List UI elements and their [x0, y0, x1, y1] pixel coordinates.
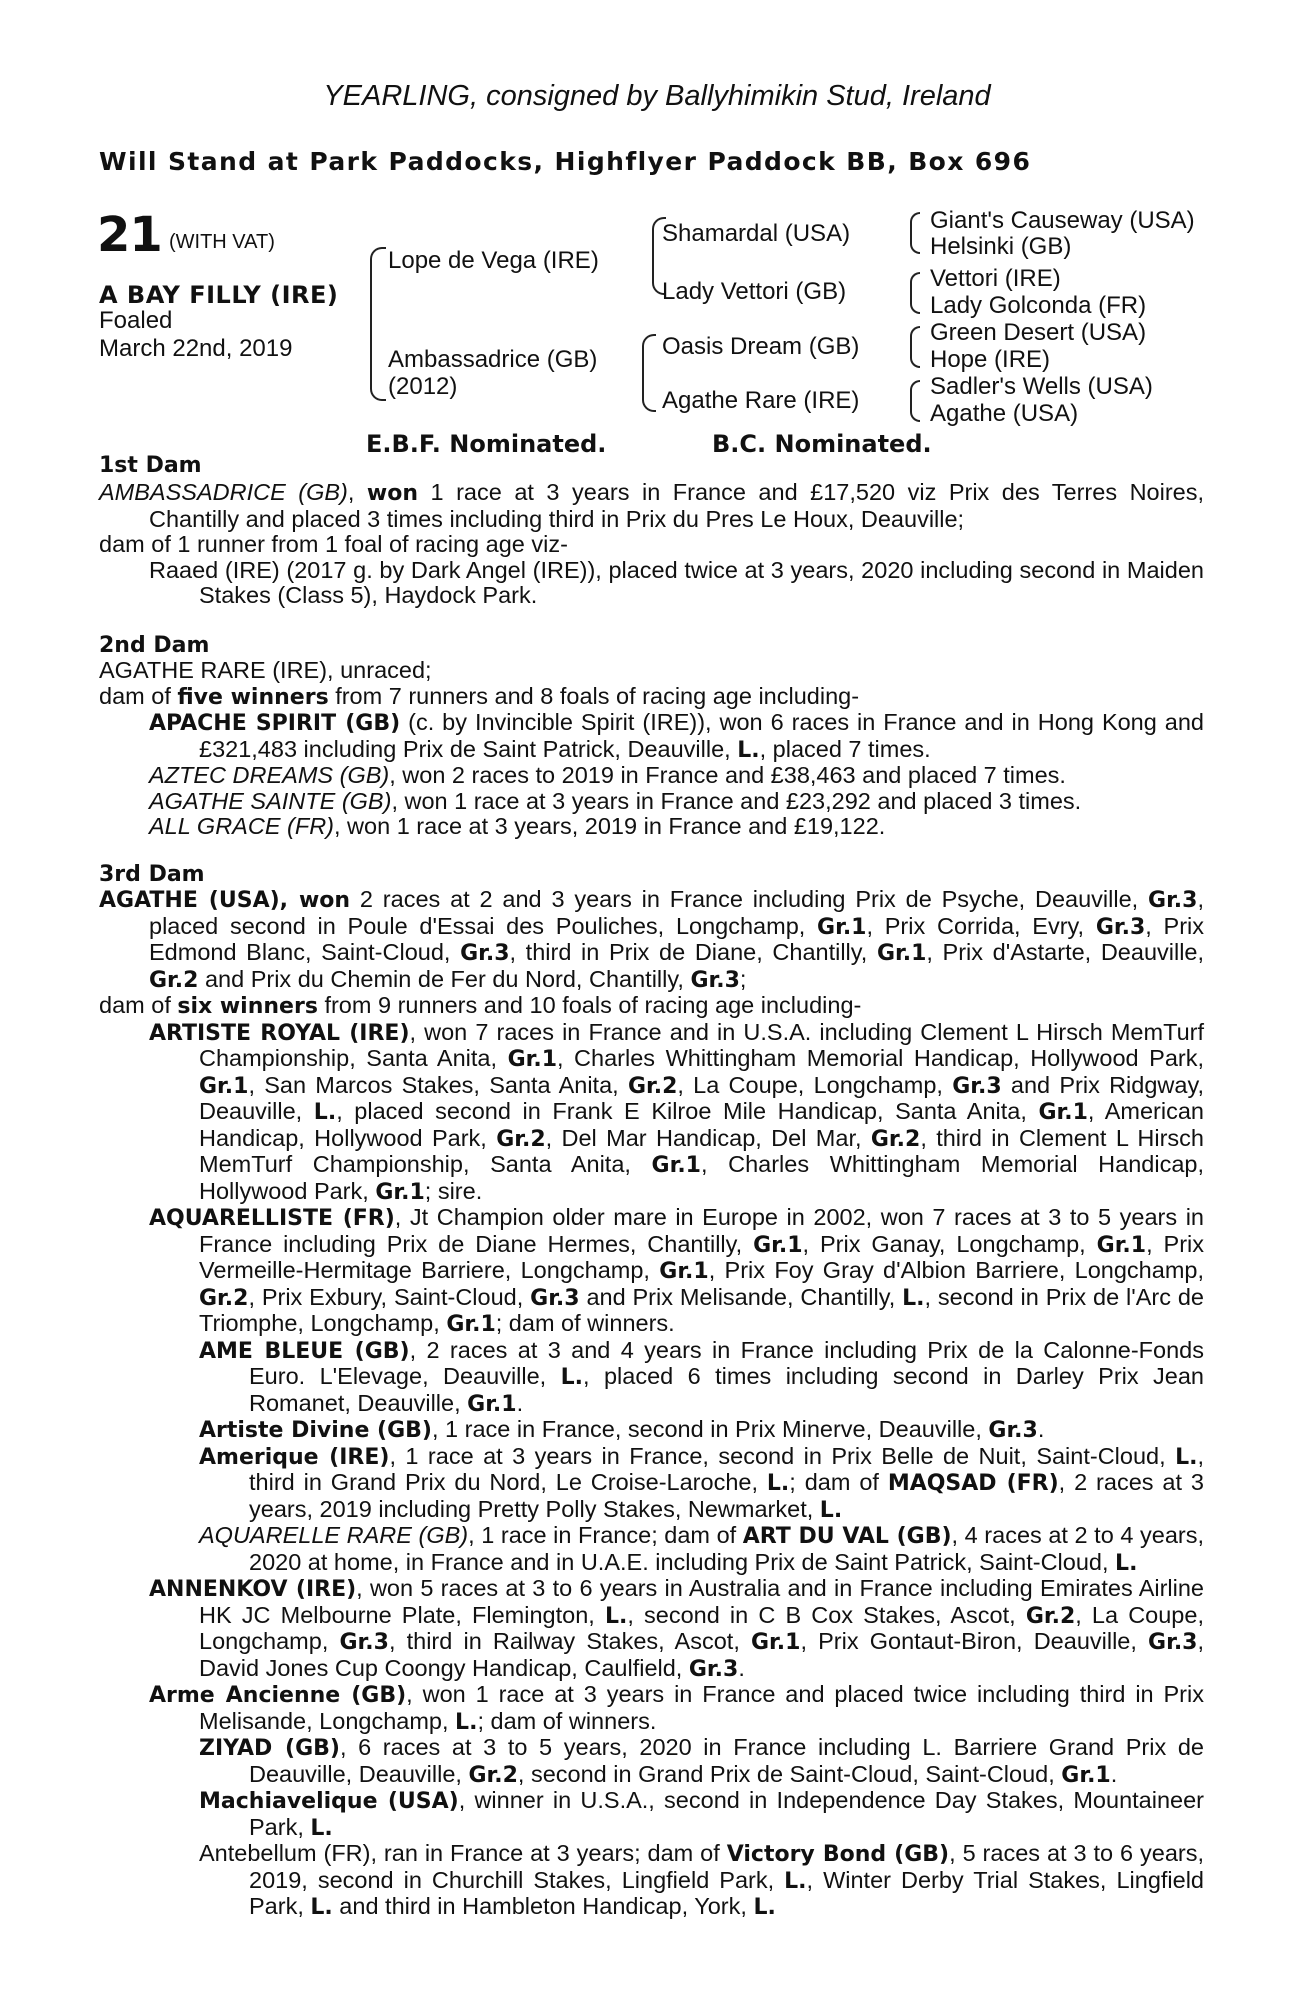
produce-aztec-dreams: AZTEC DREAMS (GB), won 2 races to 2019 in France and £38,463 and placed 7 times.: [149, 762, 1066, 788]
pedigree-ddd: Agathe (USA): [930, 400, 1079, 427]
pedigree-brace-7: [910, 380, 920, 422]
third-dam-produce-line: dam of six winners from 9 runners and 10 foals of racing age including-: [99, 992, 862, 1019]
pedigree-sss: Giant's Causeway (USA): [930, 207, 1195, 234]
pedigree-sire: Lope de Vega (IRE): [388, 247, 599, 274]
pedigree-dam: Ambassadrice (GB): [388, 346, 598, 373]
produce-machiavelique: Machiavelique (USA), winner in U.S.A., second in Independence Day Stakes, Mountaineer Park, L.: [199, 1787, 1204, 1841]
produce-annenkov: ANNENKOV (IRE), won 5 races at 3 to 6 years in Australia and in France including Emirates Airline HK JC Melbourne Plate, Flemington, L., second in C B Cox Stakes, Ascot, Gr.2, La Coupe, Longchamp, Gr.3, third in Railway Stakes, Ascot, Gr.1, Prix Gontaut-Biron, Deauville, Gr.3, David Jones Cup Coongy Handicap, Caulfield, Gr.3.: [149, 1575, 1205, 1682]
bc-nominated: B.C. Nominated.: [712, 430, 932, 458]
stand-location: Will Stand at Park Paddocks, Highflyer Paddock BB, Box 696: [99, 147, 1032, 176]
produce-apache-spirit: APACHE SPIRIT (GB) (c. by Invincible Spirit (IRE)), won 6 races in France and in Hong Kong and £321,483 including Prix de Saint Patrick, Deauville, L., placed 7 times.: [149, 709, 1204, 763]
produce-antebellum: Antebellum (FR), ran in France at 3 years; dam of Victory Bond (GB), 5 races at 3 to 6 years, 2019, second in Churchill Stakes, Lingfield Park, L., Winter Derby Trial Stakes, Lingfield Park, L. and third in Hambleton Handicap, York, L.: [199, 1840, 1205, 1920]
lot-number: 21: [97, 207, 162, 263]
produce-amerique: Amerique (IRE), 1 race at 3 years in France, second in Prix Belle de Nuit, Saint-Cloud, L., third in Grand Prix du Nord, Le Croise-Laroche, L.; dam of MAQSAD (FR), 2 races at 3 years, 2019 including Pretty Polly Stakes, Newmarket, L.: [199, 1442, 1204, 1523]
pedigree-brace-3: [642, 334, 656, 412]
produce-agathe-sainte: AGATHE SAINTE (GB), won 1 race at 3 years in France and £23,292 and placed 3 times.: [149, 787, 1082, 814]
first-dam-produce-line: dam of 1 runner from 1 foal of racing age viz-: [99, 531, 568, 557]
won-label: won: [366, 481, 419, 506]
produce-artiste-divine: Artiste Divine (GB), 1 race in France, second in Prix Minerve, Deauville, Gr.3.: [199, 1416, 1045, 1443]
pedigree-dss: Green Desert (USA): [930, 319, 1147, 346]
foaled-label: Foaled: [99, 307, 173, 334]
pedigree-ssd: Helsinki (GB): [930, 233, 1072, 260]
pedigree-sdd: Lady Golconda (FR): [930, 292, 1147, 319]
pedigree-brace-4: [910, 212, 920, 254]
produce-aquarelle-rare: AQUARELLE RARE (GB), 1 race in France; dam of ART DU VAL (GB), 4 races at 2 to 4 years, 2020 at home, in France and in U.A.E. including Prix de Saint Patrick, Saint-Cloud, L.: [199, 1522, 1205, 1576]
produce-arme-ancienne: Arme Ancienne (GB), won 1 race at 3 years in France and placed twice including third in Prix Melisande, Longchamp, L.; dam of winners.: [149, 1681, 1204, 1735]
third-dam-section: [99, 887, 1204, 1921]
ebf-nominated: E.B.F. Nominated.: [366, 430, 607, 458]
pedigree-sd: Lady Vettori (GB): [662, 278, 847, 305]
produce-ziyad: ZIYAD (GB), 6 races at 3 to 5 years, 2020 in France including L. Barriere Grand Prix de Deauville, Deauville, Gr.2, second in Grand Prix de Saint-Cloud, Saint-Cloud, Gr.1.: [199, 1734, 1204, 1788]
first-dam-heading: 1st Dam: [99, 453, 202, 478]
pedigree-brace-5: [910, 272, 920, 314]
second-dam-section: [99, 658, 1204, 840]
produce-all-grace: ALL GRACE (FR), won 1 race at 3 years, 2019 in France and £19,122.: [149, 813, 886, 839]
third-dam-record: AGATHE (USA), won 2 races at 2 and 3 years in France including Prix de Psyche, Deauville, Gr.3, placed second in Poule d'Essai des Pouliches, Longchamp, Gr.1, Prix Corrida, Evry, Gr.3, Prix Edmond Blanc, Saint-Cloud, Gr.3, third in Prix de Diane, Chantilly, Gr.1, Prix d'Astarte, Deauville, Gr.2 and Prix du Chemin de Fer du Nord, Chantilly, Gr.3;: [99, 886, 1205, 993]
produce-artiste-royal: ARTISTE ROYAL (IRE), won 7 races in France and in U.S.A. including Clement L Hirsch MemTurf Championship, Santa Anita, Gr.1, Charles Whittingham Memorial Handicap, Hollywood Park, Gr.1, San Marcos Stakes, Santa Anita, Gr.2, La Coupe, Longchamp, Gr.3 and Prix Ridgway, Deauville, L., placed second in Frank E Kilroe Mile Handicap, Santa Anita, Gr.1, American Handicap, Hollywood Park, Gr.2, Del Mar Handicap, Del Mar, Gr.2, third in Clement L Hirsch MemTurf Championship, Santa Anita, Gr.1, Charles Whittingham Memorial Handicap, Hollywood Park, Gr.1; sire.: [149, 1018, 1204, 1205]
first-dam-record: AMBASSADRICE (GB), won 1 race at 3 years in France and £17,520 viz Prix des Terres Noires, Chantilly and placed 3 times including third in Prix du Pres Le Houx, Deauville;: [99, 479, 1205, 532]
second-dam-intro: AGATHE RARE (IRE), unraced;: [99, 657, 432, 683]
third-dam-heading: 3rd Dam: [99, 862, 205, 887]
pedigree-dd: Agathe Rare (IRE): [662, 387, 860, 414]
pedigree-ss: Shamardal (USA): [662, 220, 851, 247]
first-dam-runner: Raaed (IRE) (2017 g. by Dark Angel (IRE)), placed twice at 3 years, 2020 including second in Maiden Stakes (Class 5), Haydock Park.: [149, 556, 1204, 608]
produce-aquarelliste: AQUARELLISTE (FR), Jt Champion older mare in Europe in 2002, won 7 races at 3 to 5 years in France including Prix de Diane Hermes, Chantilly, Gr.1, Prix Ganay, Longchamp, Gr.1, Prix Vermeille-Hermitage Barriere, Longchamp, Gr.1, Prix Foy Gray d'Albion Barriere, Longchamp, Gr.2, Prix Exbury, Saint-Cloud, Gr.3 and Prix Melisande, Chantilly, L., second in Prix de l'Arc de Triomphe, Longchamp, Gr.1; dam of winners.: [149, 1204, 1205, 1337]
second-dam-heading: 2nd Dam: [99, 633, 210, 658]
pedigree-sds: Vettori (IRE): [930, 265, 1061, 292]
vat-note: (WITH VAT): [169, 231, 275, 253]
pedigree-dam-year: (2012): [388, 373, 458, 400]
first-dam-text: 1 race at 3 years in France and £17,520 viz Prix des Terres Noires, Chantilly and placed 3 times including third in Prix du Pres Le Houx, Deauville;: [149, 479, 1205, 532]
pedigree-ds: Oasis Dream (GB): [662, 333, 860, 360]
pedigree-dds: Sadler's Wells (USA): [930, 373, 1153, 400]
lot-name: A BAY FILLY (IRE): [99, 281, 339, 309]
pedigree-brace-6: [910, 326, 920, 368]
foaled-date: March 22nd, 2019: [99, 335, 293, 362]
second-dam-produce-line: dam of five winners from 7 runners and 8 foals of racing age including-: [99, 682, 860, 710]
produce-ame-bleue: AME BLEUE (GB), 2 races at 3 and 4 years in France including Prix de la Calonne-Fonds Euro. L'Elevage, Deauville, L., placed 6 times including second in Darley Prix Jean Romanet, Deauville, Gr.1.: [199, 1336, 1204, 1417]
page-title: YEARLING, consigned by Ballyhimikin Stud, Ireland: [323, 80, 991, 112]
pedigree-brace-1: [370, 247, 386, 401]
first-dam-section: [99, 480, 1204, 609]
first-dam-name: AMBASSADRICE (GB): [99, 479, 348, 505]
pedigree-dsd: Hope (IRE): [930, 346, 1051, 373]
